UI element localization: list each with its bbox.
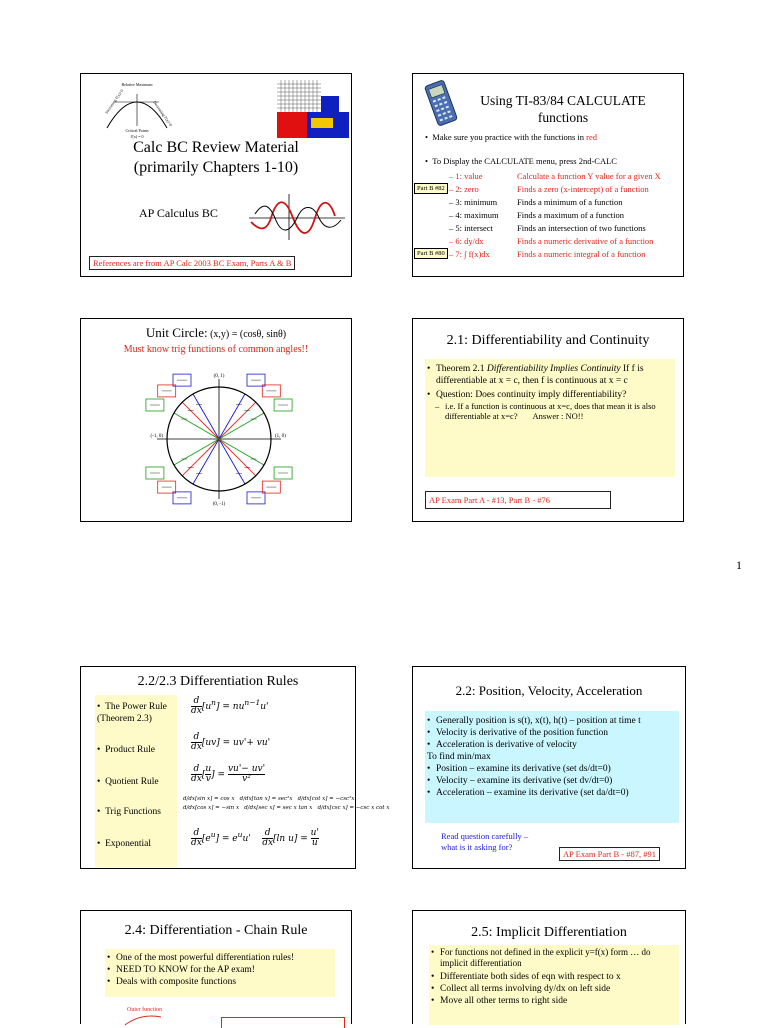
axis-point-label: (0, 1) [213, 374, 225, 379]
slide8-content-box [429, 945, 679, 1025]
rule-product: • Product Rule [97, 745, 155, 755]
outer-function-label: Outer function [127, 1007, 163, 1013]
axis-point-label: (0, -1) [212, 502, 226, 507]
part-tag: Part B #82 [414, 183, 448, 194]
rule-power: • The Power Rule (Theorem 2.3) [97, 702, 167, 724]
slide3-subtitle: Must know trig functions of common angles!! [123, 344, 309, 355]
slide6-title: 2.2: Position, Velocity, Acceleration [455, 683, 643, 698]
calc-menu-item: – 4: maximum [449, 210, 499, 220]
formula-quotient: $\frac{d}{dx}$ [ $\frac{u}{v}$ ] = $\frac{vu'- uv'}{\text{v²}}$ [191, 764, 266, 784]
implicit-bullet: • Differentiate both sides of eqn with respect to x [429, 971, 679, 983]
slide1-reference: References are from AP Calc 2003 BC Exam, Parts A & B [89, 256, 295, 270]
fig-label-bottom1: Critical Points [125, 128, 149, 133]
critical-points-graph [97, 80, 177, 142]
calc-menu-item: – 6: dy/dx [449, 236, 484, 246]
fig-label-left: Increasing f'(x)>0 [103, 88, 125, 115]
calc-menu-description: Finds an intersection of two functions [517, 223, 646, 233]
slide-ti84-calculate [412, 73, 684, 277]
rule-exponential: • Exponential [97, 839, 151, 849]
calc-menu-item: – 1: value [449, 171, 483, 181]
fig-label-top: Relative Maximum [121, 82, 153, 87]
theorem-bullet: • Theorem 2.1 Differentiability Implies Continuity If f is differentiable at x = c, then f is continuous at x = c [425, 363, 675, 387]
formula-product: $\frac{d}{dx}$ [uv] = uv'+ vu' [191, 732, 271, 752]
slide4-reference: AP Exam Part A - #13, Part B - #76 [425, 491, 611, 509]
slide2-bullet2: • To Display the CALCULATE menu, press 2nd-CALC [425, 156, 617, 166]
pva-bullet: • Velocity is derivative of the position function [425, 727, 679, 739]
calc-menu-item: – 3: minimum [449, 197, 498, 207]
pva-bullet: • Acceleration is derivative of velocity [425, 739, 679, 751]
slide-differentiation-rules [80, 666, 390, 869]
calc-menu-description: Finds a numeric derivative of a function [517, 236, 654, 246]
rule-trig: • Trig Functions [97, 807, 161, 817]
slide4-title: 2.1: Differentiability and Continuity [446, 333, 650, 348]
fig-label-bottom2: f'(x) = 0 [130, 134, 144, 139]
slide1-subtitle: AP Calculus BC [139, 206, 218, 220]
axis-point-label: (1, 0) [275, 434, 286, 439]
calc-menu-item: – 5: intersect [449, 223, 493, 233]
calc-menu-description: Finds a minimum of a function [517, 197, 623, 207]
implicit-bullet-1: • For functions not defined in the explicit y=f(x) form … do implicit differentiation [429, 947, 679, 969]
calc-menu-description: Calculate a function Y value for a given X [517, 171, 661, 181]
slide-differentiability [412, 318, 684, 522]
min-max-bullet: • Velocity – examine its derivative (set dv/dt=0) [425, 775, 679, 787]
grid-chart-image [277, 80, 349, 138]
ie-subbullet: – i.e. If a function is continuous at x=c, does that mean it is also differentiable at x=c? Answer : NO!! [425, 401, 675, 421]
slide3-title: Unit Circle: (x,y) = (cosθ, sinθ) [145, 325, 287, 340]
chain-rule-formula-box [221, 1017, 345, 1028]
calc-menu-description: Finds a maximum of a function [517, 210, 624, 220]
slide6-reference: AP Exam Part B - #87, #91 [559, 847, 660, 861]
implicit-bullet: • Collect all terms involving dy/dx on left side [429, 983, 679, 995]
rule-quotient: • Quotient Rule [97, 777, 159, 787]
sine-wave-graph [249, 192, 345, 242]
chain-rule-bullet: • Deals with composite functions [105, 976, 335, 988]
calc-menu-description: Finds a zero (x-intercept) of a function [517, 184, 649, 194]
slide-calc-bc-review [80, 73, 352, 277]
slide-implicit-differentiation [412, 910, 686, 1024]
slide-chain-rule [80, 910, 352, 1024]
formula-trig: d/dx[sin x] = cos x d/dx[tan x] = sec²x d/dx[cot x] = −csc²x d/dx[cos x] = −sin x d/dx[sec x] = sec x tan x d/dx[csc x] = −csc x cot x [183, 796, 390, 811]
slide5-title: 2.2/2.3 Differentiation Rules [137, 674, 299, 689]
slide7-content-box [105, 949, 335, 997]
slide4-content-box [425, 359, 675, 477]
slide8-title: 2.5: Implicit Differentiation [471, 925, 627, 940]
formula-power: $\frac{d}{dx}$ $[u^n] = nu^{n-1}u'$ [191, 696, 269, 716]
min-max-bullet: • Position – examine its derivative (set ds/dt=0) [425, 763, 679, 775]
chain-rule-bullet: • NEED TO KNOW for the AP exam! [105, 964, 335, 976]
calc-menu-item: – 7: ∫ f(x)dx [449, 249, 490, 259]
min-max-heading: To find min/max [427, 752, 491, 762]
unit-circle-diagram [121, 359, 317, 519]
chain-rule-bullet: • One of the most powerful differentiation rules! [105, 952, 335, 964]
slide6-content-box [425, 711, 679, 823]
axis-point-label: (-1, 0) [150, 434, 163, 439]
slide-position-velocity [412, 666, 686, 869]
chain-rule-arrow [121, 1011, 181, 1025]
pva-bullet: • Generally position is s(t), x(t), h(t) – position at time t [425, 715, 679, 727]
calc-menu-description: Finds a numeric integral of a function [517, 249, 646, 259]
formula-exponential: $\frac{d}{dx}$ $[e^u] = e^uu'$ $\frac{d}{dx}$ [ln u] = $\frac{u'}{u}$ [191, 828, 319, 848]
slide2-title: Using TI-83/84 CALCULATE functions [480, 93, 646, 125]
min-max-bullet: • Acceleration – examine its derivative (set da/dt=0) [425, 787, 679, 799]
slide2-bullet1: • Make sure you practice with the functions in red [425, 132, 597, 142]
slide7-title: 2.4: Differentiation - Chain Rule [124, 923, 308, 938]
slide1-title: Calc BC Review Material (primarily Chapters 1-10) [133, 139, 299, 176]
part-tag: Part B #80 [414, 248, 448, 259]
implicit-bullet: • Move all other terms to right side [429, 995, 679, 1007]
slide-unit-circle [80, 318, 352, 522]
fig-label-right: Decreasing f'(x)<0 [152, 99, 174, 128]
slide6-note: Read question carefully – what is it asking for? [441, 831, 529, 852]
question-bullet: • Question: Does continuity imply differentiability? [425, 389, 675, 401]
page-number: 1 [736, 558, 742, 572]
calc-menu-item: – 2: zero [449, 184, 479, 194]
